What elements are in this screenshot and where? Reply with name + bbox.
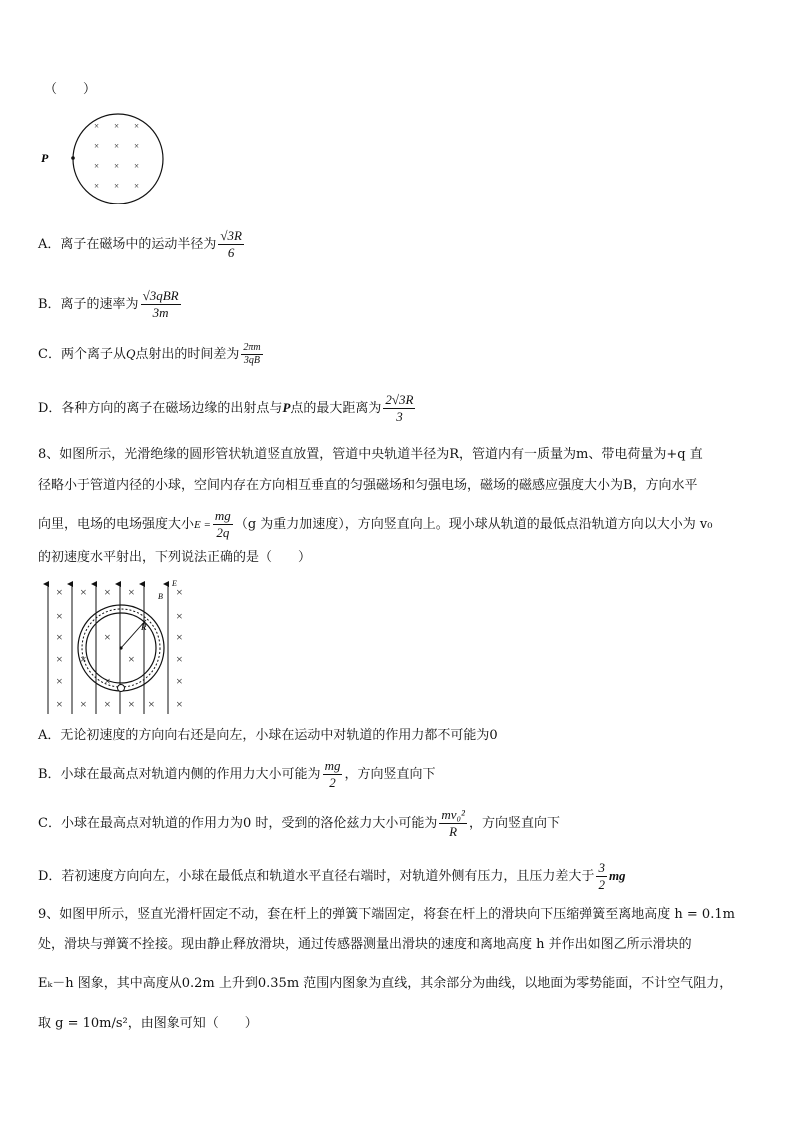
option-text: A．离子在磁场中的运动半径为: [38, 237, 217, 252]
svg-text:×: ×: [104, 630, 111, 644]
svg-text:×: ×: [80, 697, 87, 711]
q8-stem-line3: 向里，电场的电场强度大小E = $\frac{mg}{2q}$ （g 为重力加速度），方向竖直向上。现小球从轨道的最低点沿轨道方向以大小为 v₀: [38, 508, 713, 540]
fraction: $\frac{mg}{2q}$: [214, 508, 231, 540]
svg-text:×: ×: [56, 609, 63, 623]
q8-stem-line4: 的初速度水平射出，下列说法正确的是（ ）: [38, 550, 312, 565]
svg-text:×: ×: [104, 674, 111, 688]
point-p-label: P: [41, 151, 49, 165]
field-x-mark: ×: [134, 161, 140, 171]
q7-option-b: [38, 288, 183, 321]
tube-track-field-figure: [38, 578, 198, 718]
magnetic-field-circle-figure: [38, 112, 170, 204]
q8-option-b: B．小球在最高点对轨道内侧的作用力大小可能为 $\frac{mg}{2}$ ，方向竖直向下: [38, 758, 436, 790]
svg-text:×: ×: [128, 585, 135, 599]
svg-text:×: ×: [176, 652, 183, 666]
q9-stem-line3: Eₖ－h 图象，其中高度从0.2m 上升到0.35m 范围内图象为直线，其余部分为曲线，以地面为零势能面，不计空气阻力，: [38, 976, 733, 991]
svg-text:×: ×: [104, 697, 111, 711]
fraction: $\frac{3}{2}$: [598, 860, 605, 892]
q8-stem-line2: 径略小于管道内径的小球，空间内存在方向相互垂直的匀强磁场和匀强电场，磁场的磁感应强度大小为B，方向水平: [38, 478, 698, 493]
field-x-mark: ×: [134, 181, 140, 191]
q9-stem-line2: 处，滑块与弹簧不拴接。现由静止释放滑块，通过传感器测量出滑块的速度和离地高度 h 并作出如图乙所示滑块的: [38, 937, 692, 952]
svg-text:×: ×: [128, 697, 135, 711]
answer-bracket: （ ）: [44, 82, 97, 97]
field-x-mark: ×: [114, 161, 120, 171]
q8-stem-line1: 8、如图所示，光滑绝缘的圆形管状轨道竖直放置，管道中央轨道半径为R，管道内有一质量为m、带电荷量为+q 直: [38, 447, 703, 462]
e-field-label: E: [172, 579, 177, 588]
field-x-mark: ×: [94, 181, 100, 191]
svg-text:×: ×: [56, 630, 63, 644]
field-x-mark: ×: [134, 121, 140, 131]
radius-label: R: [141, 622, 147, 632]
fraction: $\frac{2\pi m}{3qB}$: [243, 342, 261, 366]
fraction: $\frac{2√3R}{3}$: [385, 392, 414, 424]
q8-option-a: A．无论初速度的方向向右还是向左，小球在运动中对轨道的作用力都不可能为0: [38, 728, 498, 743]
q9-stem-line4: 取 g = 10m/s²，由图象可知（ ）: [38, 1016, 258, 1031]
field-x-mark: ×: [114, 121, 120, 131]
q9-stem-line1: 9、如图甲所示，竖直光滑杆固定不动，套在杆上的弹簧下端固定，将套在杆上的滑块向下压缩弹簧至离地高度 h = 0.1m: [38, 907, 735, 922]
svg-text:×: ×: [80, 652, 87, 666]
svg-text:×: ×: [56, 674, 63, 688]
svg-text:×: ×: [176, 609, 183, 623]
field-x-mark: ×: [94, 161, 100, 171]
q7-option-a: [38, 228, 246, 261]
svg-text:×: ×: [56, 697, 63, 711]
fraction: $\frac{√3R}{6}$: [220, 228, 242, 260]
svg-text:×: ×: [176, 674, 183, 688]
field-x-mark: ×: [94, 121, 100, 131]
fraction: $\frac{mg}{2}$: [324, 758, 341, 790]
q7-option-d: D．各种方向的离子在磁场边缘的出射点与P点的最大距离为 $\frac{2√3R}{3}$: [38, 392, 414, 424]
q7-option-c: C．两个离子从Q点射出的时间差为 $\frac{2\pi m}{3qB}$: [38, 342, 261, 366]
field-x-mark: ×: [134, 141, 140, 151]
field-x-mark: ×: [94, 141, 100, 151]
b-field-label: B: [158, 592, 163, 601]
svg-text:×: ×: [56, 652, 63, 666]
field-x-mark: ×: [114, 141, 120, 151]
fraction: $\frac{\text{mv₀²}}{R}$: [441, 807, 465, 839]
svg-text:×: ×: [148, 697, 155, 711]
svg-text:×: ×: [80, 585, 87, 599]
fraction: $\frac{\text{√3qBR}}{3m}$: [142, 288, 179, 320]
svg-text:×: ×: [104, 585, 111, 599]
svg-text:×: ×: [176, 630, 183, 644]
svg-text:×: ×: [176, 697, 183, 711]
svg-text:×: ×: [56, 585, 63, 599]
option-text: B．离子的速率为: [38, 297, 139, 312]
svg-text:×: ×: [128, 652, 135, 666]
svg-text:×: ×: [176, 585, 183, 599]
field-x-mark: ×: [114, 181, 120, 191]
q8-option-d: D．若初速度方向向左，小球在最低点和轨道水平直径右端时，对轨道外侧有压力，且压力差大于 $\frac{3}{2}$ mg: [38, 860, 626, 892]
q8-option-c: C．小球在最高点对轨道的作用力为0 时，受到的洛伦兹力大小可能为 $\frac{\text{mv₀²}}{R}$ ，方向竖直向下: [38, 807, 560, 839]
